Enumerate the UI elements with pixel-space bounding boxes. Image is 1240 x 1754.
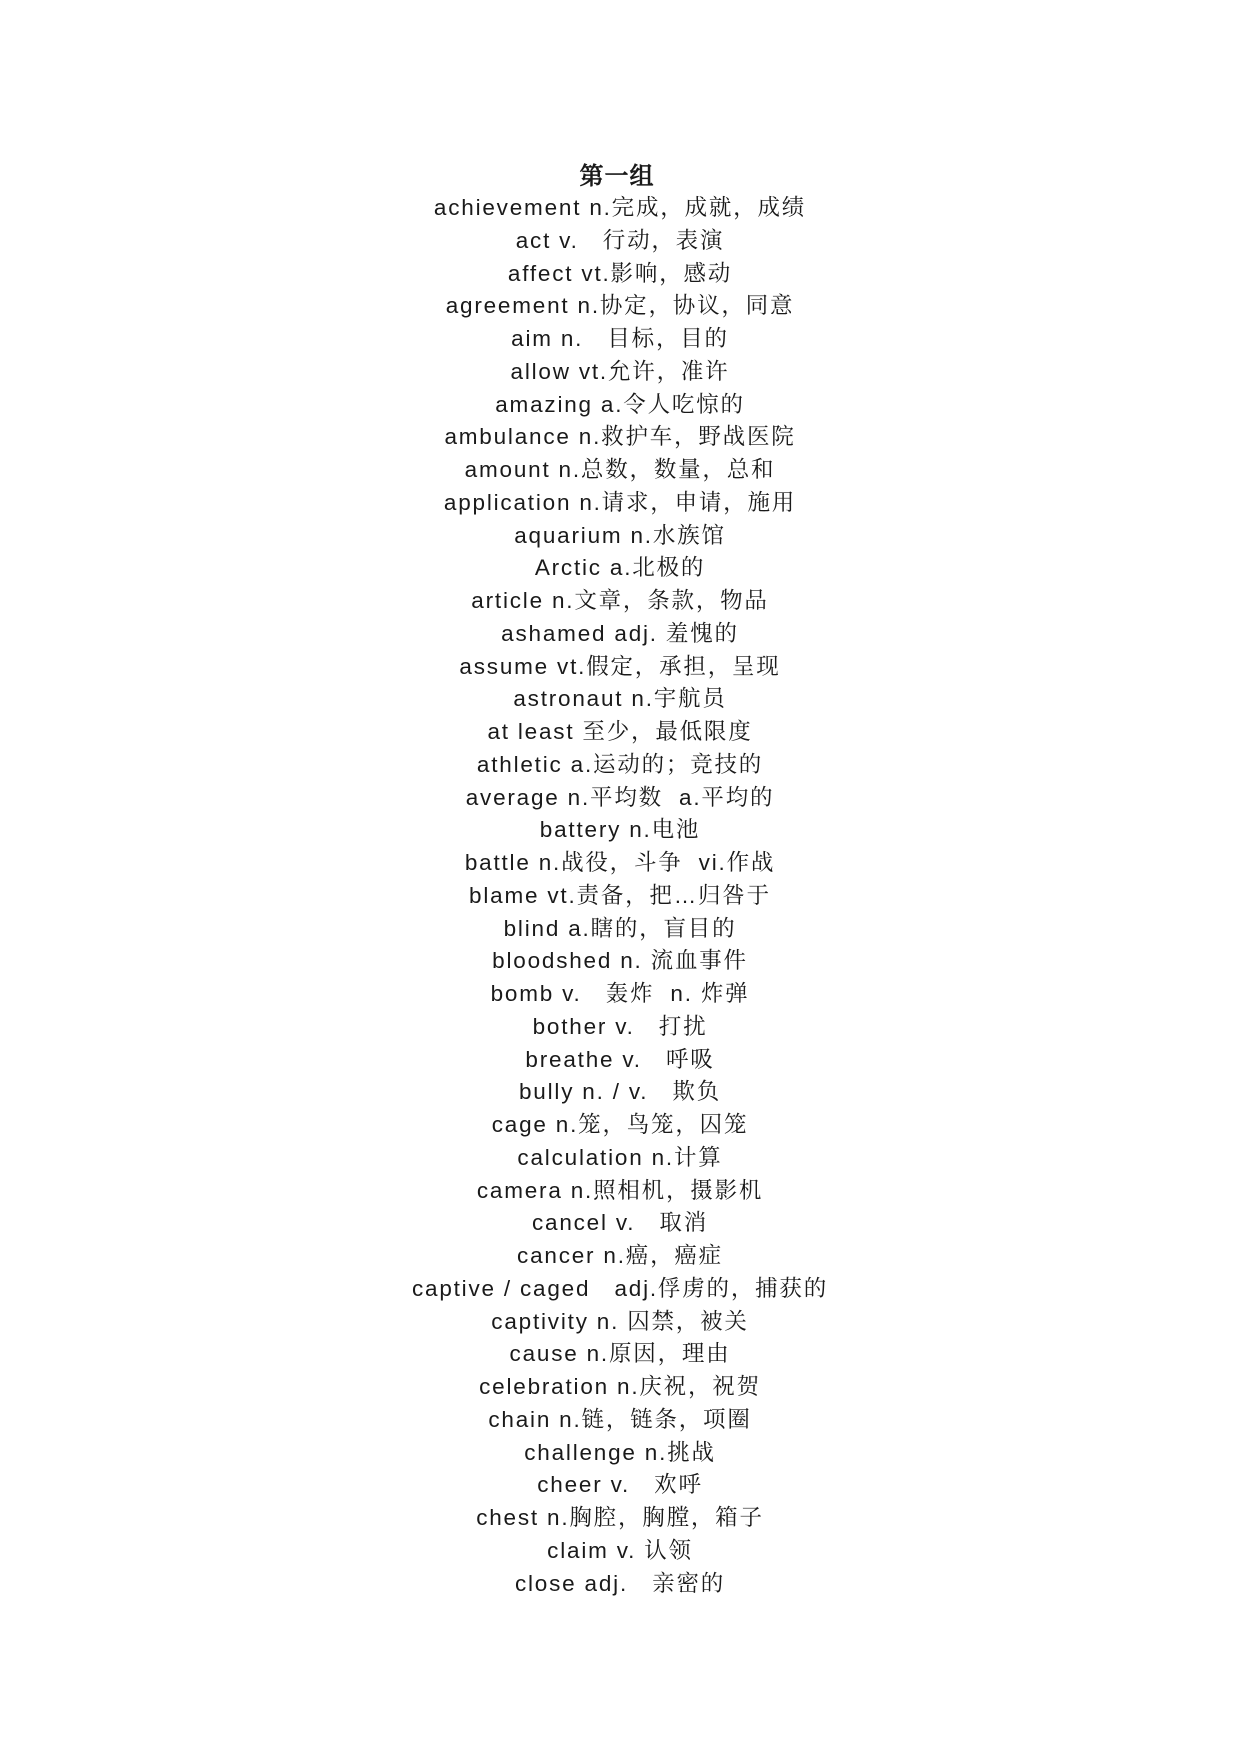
vocabulary-entry: chest n.胸腔，胸膛，箱子 (476, 1505, 764, 1530)
vocabulary-entry: celebration n.庆祝，祝贺 (479, 1374, 761, 1399)
vocabulary-entry: ashamed adj. 羞愧的 (501, 620, 739, 646)
vocabulary-entry: captive / caged adj.俘虏的，捕获的 (411, 1275, 829, 1301)
vocabulary-entry: assume vt.假定，承担，呈现 (459, 653, 781, 679)
vocabulary-entry: calculation n.计算 (517, 1144, 723, 1170)
vocabulary-entry: claim v. 认领 (547, 1537, 693, 1563)
vocabulary-entry: breathe v. 呼吸 (525, 1046, 715, 1072)
vocabulary-entry: bloodshed n. 流血事件 (492, 948, 748, 974)
vocabulary-entry: blind a.瞎的，盲目的 (503, 915, 737, 941)
vocabulary-entry: ambulance n.救护车，野战医院 (444, 424, 796, 450)
vocabulary-entry: cancel v. 取消 (531, 1210, 709, 1236)
vocabulary-entry: Arctic a.北极的 (534, 555, 706, 581)
vocabulary-entry: at least 至少，最低限度 (487, 719, 753, 744)
vocabulary-entry: cage n.笼，鸟笼，囚笼 (491, 1112, 749, 1137)
vocabulary-entry: amazing a.令人吃惊的 (495, 391, 745, 417)
vocabulary-entry: cause n.原因，理由 (509, 1341, 731, 1367)
vocabulary-entry: bomb v. 轰炸 n. 炸弹 (490, 981, 750, 1006)
vocabulary-entry: affect vt.影响，感动 (507, 260, 733, 286)
vocabulary-entry: application n.请求，申请，施用 (443, 489, 797, 515)
vocabulary-group (0, 160, 1240, 1600)
vocabulary-entry: aim n. 目标，目的 (511, 326, 729, 351)
vocabulary-entry: amount n.总数，数量，总和 (464, 457, 776, 482)
vocabulary-entry: blame vt.责备，把…归咎于 (469, 882, 771, 908)
group-heading: 第一组 (579, 162, 655, 190)
vocabulary-entry: aquarium n.水族馆 (514, 522, 726, 548)
vocabulary-entry: act v. 行动，表演 (515, 227, 725, 253)
vocabulary-entry: captivity n. 囚禁，被关 (491, 1308, 749, 1334)
vocabulary-entry: challenge n.挑战 (524, 1439, 716, 1465)
vocabulary-entry: bully n. / v. 欺负 (518, 1079, 722, 1105)
vocabulary-entry: chain n.链，链条，项圈 (488, 1406, 752, 1432)
vocabulary-entry: achievement n.完成，成就，成绩 (433, 195, 807, 220)
vocabulary-entry: agreement n.协定，协议，同意 (445, 293, 795, 319)
vocabulary-entry: cheer v. 欢呼 (537, 1472, 703, 1498)
vocabulary-entry: allow vt.允许，准许 (510, 358, 730, 384)
vocabulary-entry: close adj. 亲密的 (514, 1570, 726, 1596)
vocabulary-entry: battle n.战役，斗争 vi.作战 (464, 850, 776, 875)
vocabulary-entry: battery n.电池 (539, 817, 701, 843)
vocabulary-entry: average n.平均数 a.平均的 (465, 784, 775, 810)
vocabulary-entry: astronaut n.宇航员 (513, 686, 727, 712)
vocabulary-entry: article n.文章，条款，物品 (471, 588, 769, 613)
vocabulary-entry: cancer n.癌，癌症 (517, 1243, 723, 1268)
vocabulary-list (0, 192, 1240, 1600)
vocabulary-entry: camera n.照相机，摄影机 (476, 1177, 764, 1203)
vocabulary-entry: athletic a.运动的；竞技的 (476, 751, 764, 777)
vocabulary-entry: bother v. 打扰 (532, 1013, 708, 1039)
